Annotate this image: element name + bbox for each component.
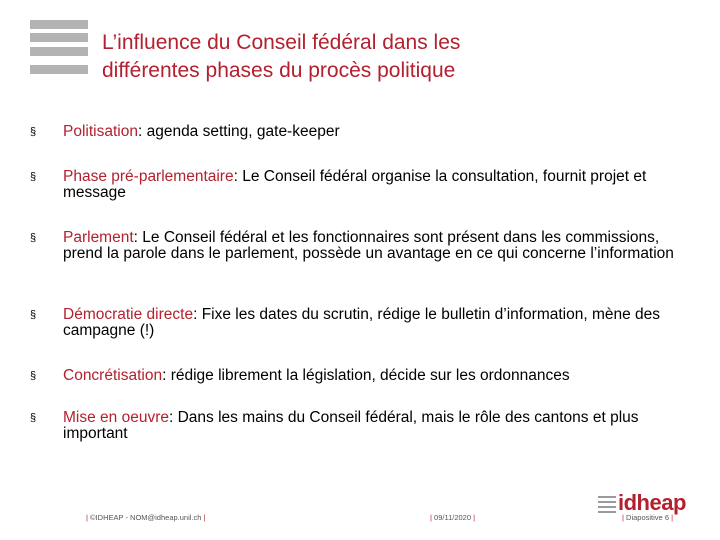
bullet-body: : Fixe les dates du scrutin, rédige le bulletin d’information, mène des campagne (!): [63, 306, 661, 339]
bullet-term: Politisation: [63, 123, 138, 140]
bullet-marker: §: [30, 412, 37, 424]
bullet-marker: §: [30, 232, 37, 244]
bullet-term: Démocratie directe: [63, 306, 194, 323]
bullet-term: Concrétisation: [63, 367, 163, 384]
bullet-body: : Le Conseil fédéral organise la consultation, fournit projet et message: [63, 168, 647, 201]
decor-bar: [30, 65, 88, 74]
decor-bar: [30, 33, 88, 42]
bullet-body: : Dans les mains du Conseil fédéral, mais le rôle des cantons et plus important: [63, 409, 639, 442]
bullet-marker: §: [30, 370, 37, 382]
bullet-term: Parlement: [63, 229, 134, 246]
decor-bar: [30, 20, 88, 29]
bullet-text: [63, 410, 683, 442]
bullet-text: [63, 124, 683, 140]
slide-title: [102, 29, 662, 85]
bullet-body: : Le Conseil fédéral et les fonctionnaires sont présent dans les commissions, prend la parole dans le parlement, possède un avantage en ce qui concerne l’information: [63, 229, 674, 262]
bullet-marker: §: [30, 126, 37, 138]
bullet-body: : rédige librement la législation, décide sur les ordonnances: [162, 367, 570, 384]
footer-date: | 09/11/2020 |: [430, 513, 476, 522]
decor-bar: [30, 47, 88, 56]
footer-slide-number: | Diapositive 6 |: [622, 513, 674, 522]
footer-slide-number-text: Diapositive 6: [626, 513, 669, 522]
bullet-text: [63, 368, 683, 384]
bullet-term: Mise en oeuvre: [63, 409, 169, 426]
footer-date-text: 09/11/2020: [434, 513, 472, 522]
bullet-marker: §: [30, 171, 37, 183]
bullet-text: [63, 307, 683, 339]
bullet-term: Phase pré-parlementaire: [63, 168, 234, 185]
footer-contact-text: ©IDHEAP - NOM@idheap.unil.ch: [90, 513, 202, 522]
slide-title-line: différentes phases du procès politique: [102, 59, 456, 82]
footer-contact: | ©IDHEAP - NOM@idheap.unil.ch |: [86, 513, 206, 522]
bullet-text: [63, 230, 683, 262]
bullet-marker: §: [30, 309, 37, 321]
logo-lines-icon: [598, 496, 616, 516]
logo-text: idheap: [618, 490, 686, 515]
bullet-body: : agenda setting, gate-keeper: [137, 123, 340, 140]
bullet-text: [63, 169, 683, 201]
slide-title-line: L’influence du Conseil fédéral dans les: [102, 31, 461, 54]
